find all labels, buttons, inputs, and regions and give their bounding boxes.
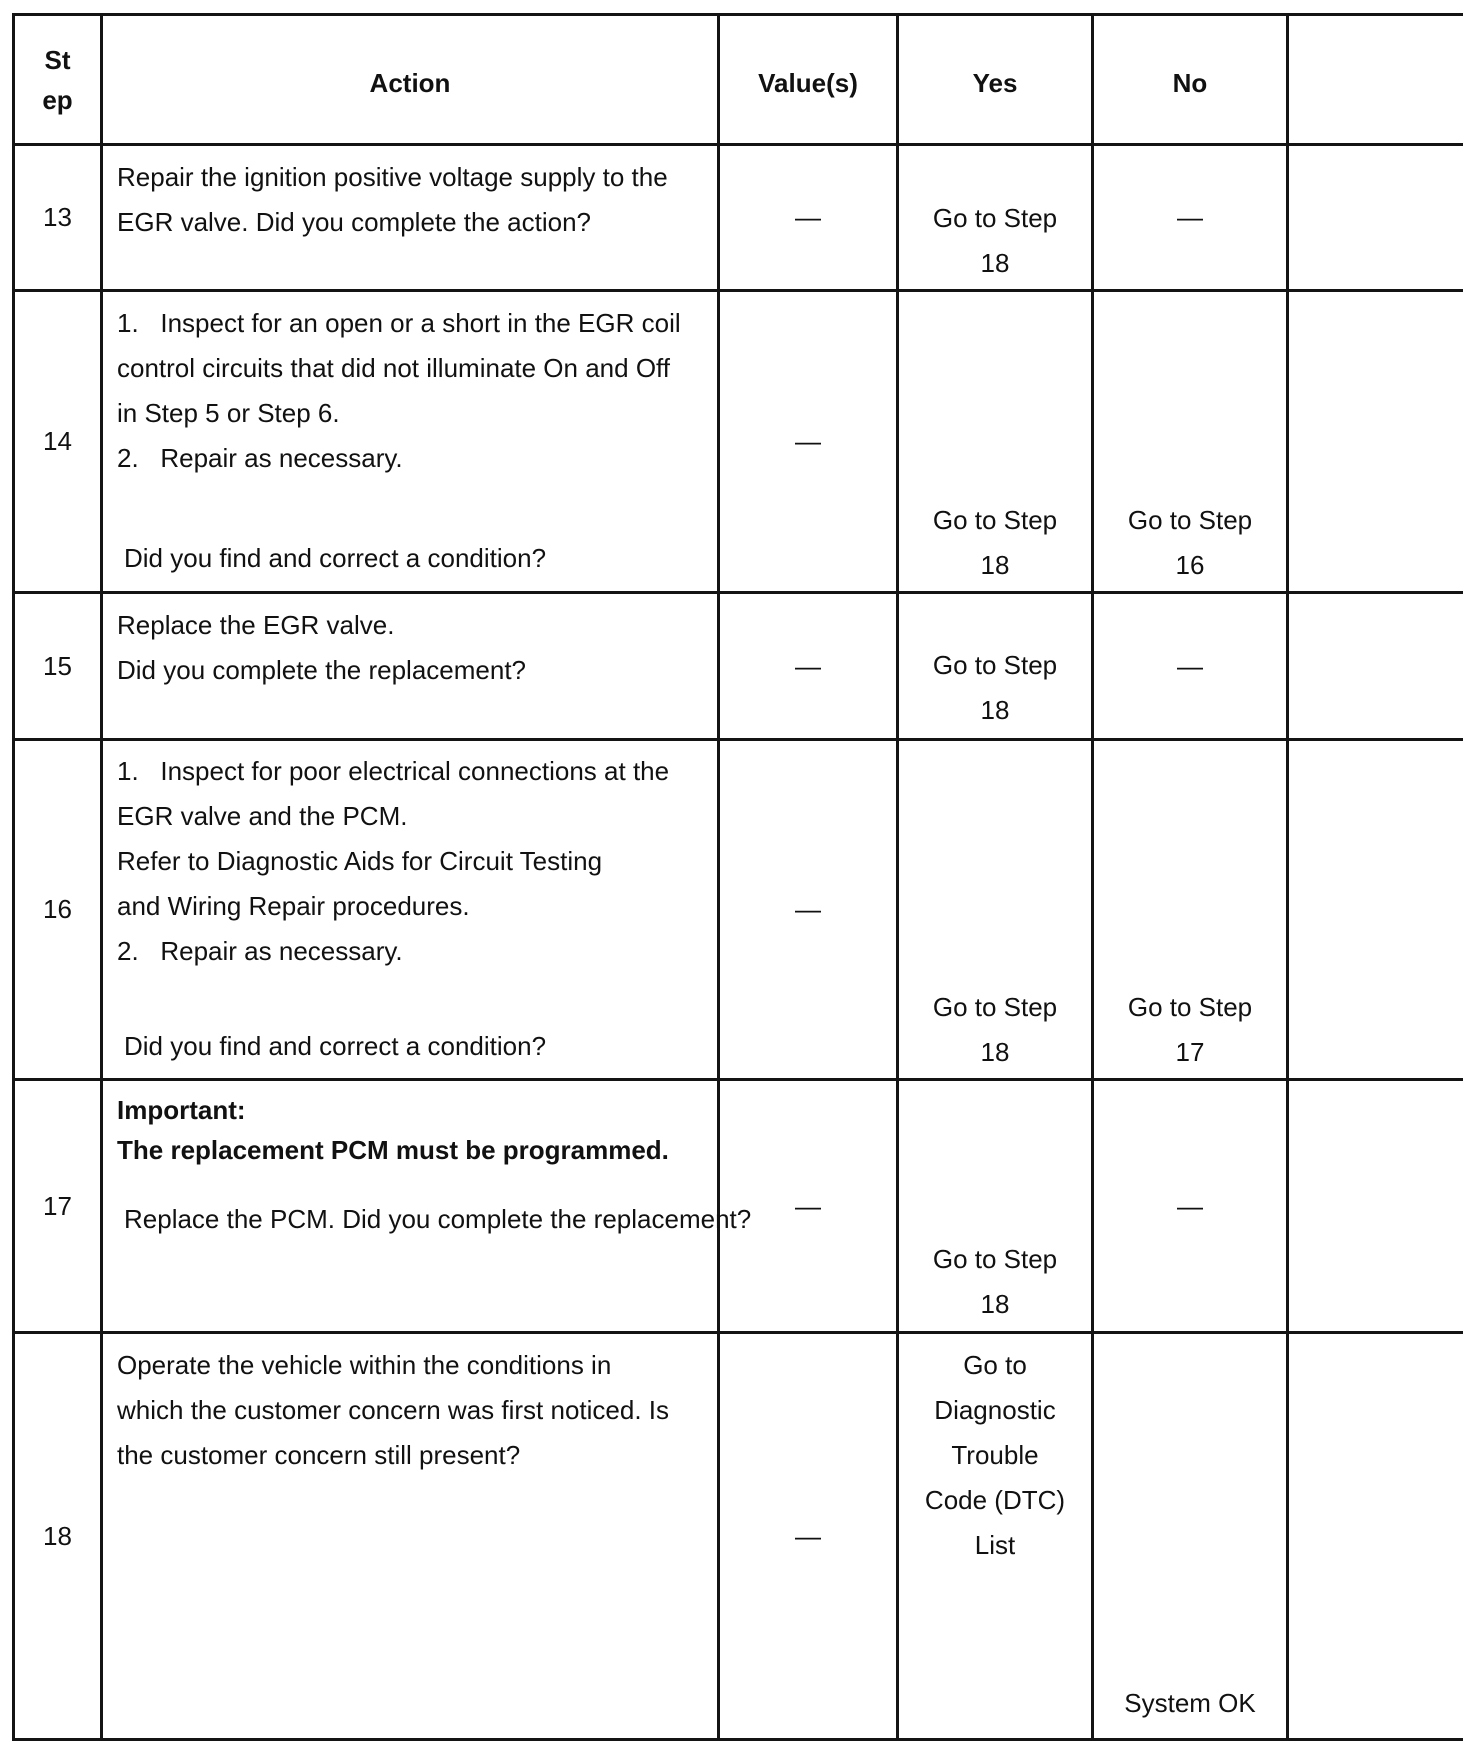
yes-line: Go to Step xyxy=(932,650,1058,680)
action-line: Replace the EGR valve. xyxy=(117,610,395,640)
important-note xyxy=(117,1090,669,1170)
grid-line xyxy=(12,1078,1463,1081)
yes-line: Go to Step xyxy=(932,992,1058,1022)
no-line: 17 xyxy=(1175,1037,1205,1067)
step-number: 16 xyxy=(43,894,72,924)
important-text: The replacement PCM must be programmed. xyxy=(117,1135,669,1165)
yes-line: Go to Step xyxy=(932,505,1058,535)
no-line: Go to Step xyxy=(1127,992,1253,1022)
value-cell: — xyxy=(795,894,821,924)
action-text xyxy=(117,301,681,481)
header-step xyxy=(15,16,100,143)
no-cell xyxy=(1094,498,1286,588)
action-text xyxy=(117,1343,669,1478)
yes-cell xyxy=(899,1237,1091,1327)
diagnostic-table xyxy=(12,13,1463,1741)
header-values-label: Value(s) xyxy=(758,68,858,98)
yes-line: List xyxy=(974,1530,1016,1560)
yes-cell xyxy=(899,1343,1091,1568)
yes-line: 18 xyxy=(980,248,1010,278)
grid-line xyxy=(100,13,103,1741)
yes-line: Diagnostic xyxy=(934,1395,1056,1425)
step-number: 15 xyxy=(43,650,72,681)
yes-line: Go to Step xyxy=(932,203,1058,233)
yes-line: Code (DTC) xyxy=(924,1485,1066,1515)
action-text xyxy=(117,749,669,974)
no-cell xyxy=(1094,985,1286,1075)
yes-cell xyxy=(899,985,1091,1075)
header-step-line1: St xyxy=(44,44,71,75)
header-values xyxy=(720,16,896,143)
grid-line xyxy=(1286,13,1289,1741)
header-no xyxy=(1094,16,1286,143)
no-line: Go to Step xyxy=(1127,505,1253,535)
yes-line: Go to xyxy=(963,1350,1027,1380)
action-line: EGR valve. Did you complete the action? xyxy=(117,207,592,237)
value-cell: — xyxy=(795,1520,821,1551)
header-step-line2: ep xyxy=(42,84,73,115)
value-cell: — xyxy=(795,1191,821,1221)
yes-cell xyxy=(899,498,1091,588)
action-line: Refer to Diagnostic Aids for Circuit Testing xyxy=(117,846,603,876)
value-cell: — xyxy=(795,202,821,232)
action-line: Operate the vehicle within the conditions in xyxy=(117,1350,612,1380)
action-line: which the customer concern was first noticed. Is xyxy=(117,1395,670,1425)
action-line: Did you complete the replacement? xyxy=(117,655,527,685)
no-cell: — xyxy=(1177,650,1203,681)
no-line: 16 xyxy=(1175,550,1205,580)
step-number: 13 xyxy=(43,202,72,232)
action-text xyxy=(117,603,526,693)
step-number: 17 xyxy=(43,1190,72,1221)
action-text xyxy=(117,155,668,245)
action-line: 2. Repair as necessary. xyxy=(117,936,403,966)
step-number: 14 xyxy=(43,426,72,456)
action-line: 2. Repair as necessary. xyxy=(117,443,403,473)
yes-line: Trouble xyxy=(951,1440,1039,1470)
header-no-label: No xyxy=(1172,68,1208,98)
value-cell: — xyxy=(795,650,821,681)
action-line: Repair the ignition positive voltage supply to the xyxy=(117,162,668,192)
yes-line: 18 xyxy=(980,550,1010,580)
action-line: in Step 5 or Step 6. xyxy=(117,398,340,428)
important-label: Important: xyxy=(117,1095,246,1125)
question-text: Did you find and correct a condition? xyxy=(124,1031,547,1061)
header-yes-label: Yes xyxy=(972,68,1018,98)
yes-line: Go to Step xyxy=(932,1244,1058,1274)
step-number: 18 xyxy=(43,1520,72,1551)
header-action xyxy=(103,16,717,143)
no-cell: System OK xyxy=(1124,1688,1256,1718)
yes-line: 18 xyxy=(980,1289,1010,1319)
grid-line xyxy=(12,1738,1463,1741)
no-cell: — xyxy=(1177,202,1203,232)
action-line: the customer concern still present? xyxy=(117,1440,521,1470)
header-action-label: Action xyxy=(369,68,451,98)
action-line: 1. Inspect for an open or a short in the EGR coil xyxy=(117,308,681,338)
yes-cell xyxy=(899,643,1091,733)
action-line: 1. Inspect for poor electrical connections at the xyxy=(117,756,670,786)
yes-cell xyxy=(899,196,1091,286)
yes-line: 18 xyxy=(980,1037,1010,1067)
action-line: EGR valve and the PCM. xyxy=(117,801,408,831)
no-cell: — xyxy=(1177,1191,1203,1221)
question-text: Did you find and correct a condition? xyxy=(124,543,547,573)
action-line: and Wiring Repair procedures. xyxy=(117,891,470,921)
header-yes xyxy=(899,16,1091,143)
question-text: Replace the PCM. Did you complete the replacement? xyxy=(124,1204,752,1234)
value-cell: — xyxy=(795,426,821,456)
action-line: control circuits that did not illuminate On and Off xyxy=(117,353,671,383)
yes-line: 18 xyxy=(980,695,1010,725)
